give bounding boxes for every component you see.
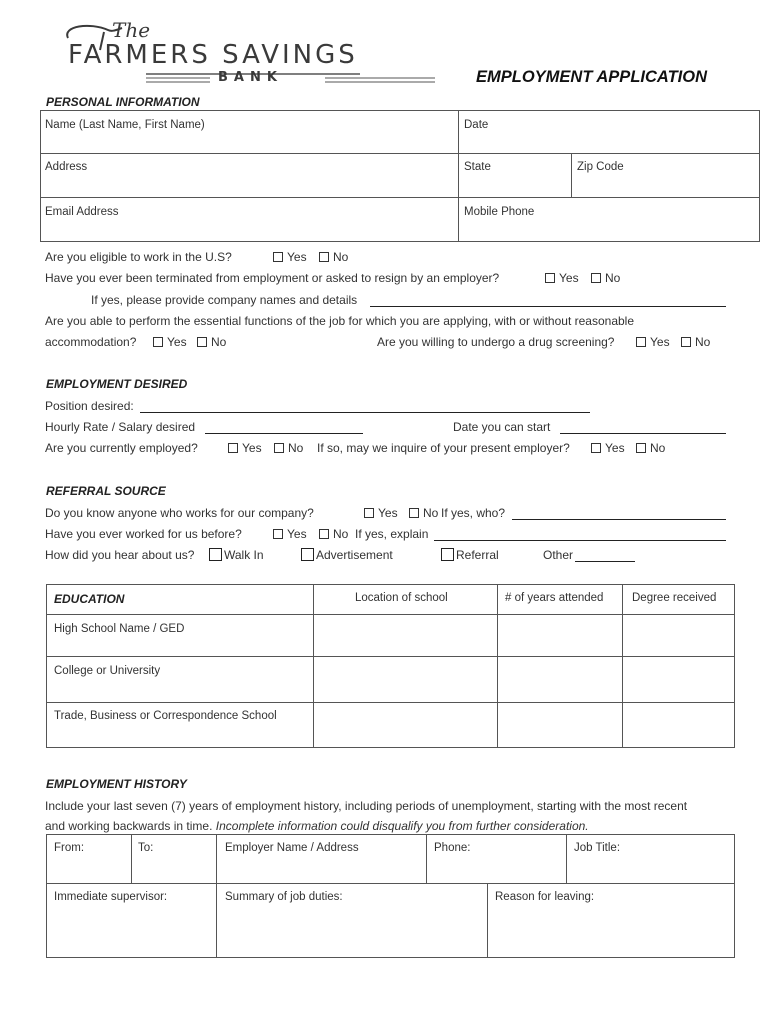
address-field[interactable]: Address [45, 161, 88, 173]
no-label: No [695, 335, 711, 349]
state-field[interactable]: State [464, 161, 491, 173]
email-field[interactable]: Email Address [45, 206, 119, 218]
no-label: No [333, 250, 349, 264]
checkbox-icon[interactable] [681, 337, 691, 347]
name-field[interactable]: Name (Last Name, First Name) [45, 119, 205, 131]
referral-heading: REFERRAL SOURCE [46, 484, 166, 498]
education-row-label: College or University [54, 665, 161, 677]
col-divider [313, 584, 314, 748]
eligible-yes-option[interactable] [273, 250, 307, 264]
col-divider [426, 834, 427, 883]
checkbox-icon[interactable] [545, 273, 555, 283]
advertisement-label: Advertisement [316, 548, 393, 562]
checkbox-icon[interactable] [441, 548, 454, 561]
rate-label: Hourly Rate / Salary desired [45, 420, 196, 434]
yes-label: Yes [287, 527, 307, 541]
inquire-question: If so, may we inquire of your present employer? [317, 441, 570, 455]
inquire-no-option[interactable] [636, 441, 665, 455]
mobile-field[interactable]: Mobile Phone [464, 206, 535, 218]
checkbox-icon[interactable] [364, 508, 374, 518]
checkbox-icon[interactable] [197, 337, 207, 347]
page-title: EMPLOYMENT APPLICATION [476, 68, 707, 86]
row-divider [46, 883, 735, 884]
other-label: Other [543, 548, 574, 562]
col-divider [497, 584, 498, 748]
logo-the: The [112, 18, 151, 42]
education-row-label: Trade, Business or Correspondence School [54, 710, 277, 722]
yes-label: Yes [559, 271, 579, 285]
date-field[interactable]: Date [464, 119, 489, 131]
history-intro-1: Include your last seven (7) years of employment history, including periods of unemployment, starting with the most recent [45, 799, 688, 813]
intro-text: and working backwards in time. [45, 819, 213, 833]
no-label: No [423, 506, 439, 520]
yes-label: Yes [167, 335, 187, 349]
logo-name: FARMERS SAVINGS [68, 40, 358, 70]
logo-bank: BANK [218, 70, 283, 85]
history-heading: EMPLOYMENT HISTORY [46, 777, 187, 791]
yes-label: Yes [287, 250, 307, 264]
personal-heading: PERSONAL INFORMATION [46, 95, 200, 109]
checkbox-icon[interactable] [273, 252, 283, 262]
bank-logo [60, 20, 440, 90]
row-divider [46, 614, 735, 615]
position-line[interactable] [140, 412, 590, 413]
explain-label: If yes, explain [355, 527, 429, 541]
terminated-question: Have you ever been terminated from employment or asked to resign by an employer? [45, 271, 500, 285]
duties-field[interactable]: Summary of job duties: [225, 891, 343, 903]
desired-heading: EMPLOYMENT DESIRED [46, 377, 188, 391]
col-divider [458, 110, 459, 242]
hear-question: How did you hear about us? [45, 548, 195, 562]
row-divider [40, 197, 760, 198]
zip-field[interactable]: Zip Code [577, 161, 624, 173]
know-yes-option[interactable] [364, 506, 398, 520]
col-divider [131, 834, 132, 883]
walk-in-option[interactable] [209, 548, 264, 562]
history-intro-2 [45, 819, 589, 833]
col-divider [216, 834, 217, 958]
checkbox-icon[interactable] [228, 443, 238, 453]
no-label: No [288, 441, 304, 455]
inquire-yes-option[interactable] [591, 441, 625, 455]
know-question: Do you know anyone who works for our company? [45, 506, 314, 520]
referral-label: Referral [456, 548, 499, 562]
start-label: Date you can start [453, 420, 551, 434]
referral-option[interactable] [441, 548, 499, 562]
phone-field[interactable]: Phone: [434, 842, 471, 854]
details-line[interactable] [370, 306, 726, 307]
accommodation-yes-option[interactable] [153, 335, 187, 349]
intro-warning: Incomplete information could disqualify you from further consideration. [215, 819, 589, 833]
employer-field[interactable]: Employer Name / Address [225, 842, 359, 854]
checkbox-icon[interactable] [591, 443, 601, 453]
checkbox-icon[interactable] [636, 337, 646, 347]
checkbox-icon[interactable] [409, 508, 419, 518]
terminated-no-option[interactable] [591, 271, 620, 285]
employed-no-option[interactable] [274, 441, 303, 455]
col-divider [622, 584, 623, 748]
supervisor-field[interactable]: Immediate supervisor: [54, 891, 168, 903]
checkbox-icon[interactable] [591, 273, 601, 283]
rate-line[interactable] [205, 433, 363, 434]
row-divider [46, 656, 735, 657]
no-label: No [650, 441, 666, 455]
checkbox-icon[interactable] [209, 548, 222, 561]
worked-no-option[interactable] [319, 527, 348, 541]
drug-no-option[interactable] [681, 335, 710, 349]
education-row-label: High School Name / GED [54, 623, 185, 635]
details-question: If yes, please provide company names and details [91, 293, 358, 307]
col-divider [571, 153, 572, 197]
worked-yes-option[interactable] [273, 527, 307, 541]
years-header: # of years attended [505, 592, 604, 604]
checkbox-icon[interactable] [274, 443, 284, 453]
start-line[interactable] [560, 433, 726, 434]
from-field[interactable]: From: [54, 842, 85, 854]
who-line[interactable] [512, 519, 726, 520]
employed-question: Are you currently employed? [45, 441, 198, 455]
eligible-question: Are you eligible to work in the U.S? [45, 250, 232, 264]
checkbox-icon[interactable] [319, 252, 329, 262]
checkbox-icon[interactable] [301, 548, 314, 561]
advertisement-option[interactable] [301, 548, 393, 562]
location-header: Location of school [355, 592, 448, 604]
yes-label: Yes [650, 335, 670, 349]
checkbox-icon[interactable] [319, 529, 329, 539]
walk-in-label: Walk In [224, 548, 264, 562]
education-heading: EDUCATION [54, 592, 125, 606]
no-label: No [211, 335, 227, 349]
essential-question: Are you able to perform the essential functions of the job for which you are applying, with or without reasonable [45, 314, 635, 328]
checkbox-icon[interactable] [636, 443, 646, 453]
row-divider [40, 153, 760, 154]
drug-question: Are you willing to undergo a drug screening? [377, 335, 615, 349]
know-no-option[interactable] [409, 506, 438, 520]
checkbox-icon[interactable] [153, 337, 163, 347]
terminated-yes-option[interactable] [545, 271, 579, 285]
no-label: No [605, 271, 621, 285]
reason-field[interactable]: Reason for leaving: [495, 891, 595, 903]
yes-label: Yes [605, 441, 625, 455]
checkbox-icon[interactable] [273, 529, 283, 539]
col-divider [566, 834, 567, 883]
yes-label: Yes [378, 506, 398, 520]
position-label: Position desired: [45, 399, 134, 413]
who-label: If yes, who? [441, 506, 506, 520]
no-label: No [333, 527, 349, 541]
employed-yes-option[interactable] [228, 441, 262, 455]
accommodation-question: accommodation? [45, 335, 137, 349]
col-divider [487, 883, 488, 958]
row-divider [46, 702, 735, 703]
worked-question: Have you ever worked for us before? [45, 527, 242, 541]
job-title-field[interactable]: Job Title: [574, 842, 621, 854]
drug-yes-option[interactable] [636, 335, 670, 349]
to-field[interactable]: To: [138, 842, 154, 854]
degree-header: Degree received [632, 592, 717, 604]
accommodation-no-option[interactable] [197, 335, 226, 349]
other-line[interactable] [575, 561, 635, 562]
explain-line[interactable] [434, 540, 726, 541]
eligible-no-option[interactable] [319, 250, 348, 264]
yes-label: Yes [242, 441, 262, 455]
